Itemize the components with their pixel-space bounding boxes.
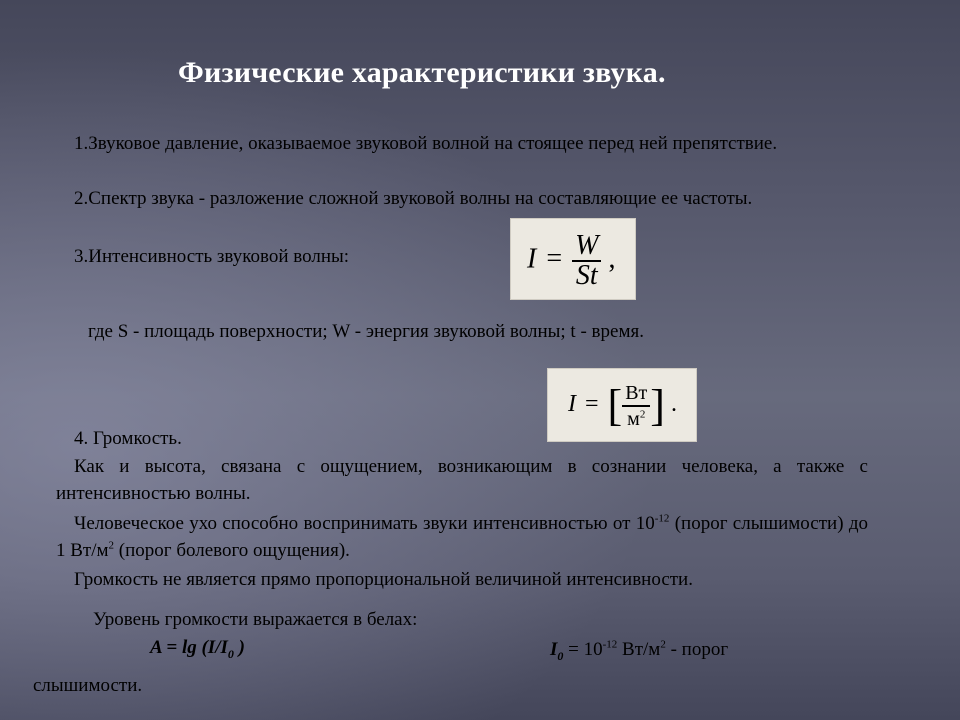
paragraph-threshold-tail: слышимости. <box>33 675 143 696</box>
unit-formula-image <box>547 368 697 442</box>
paragraph-not-proportional: Громкость не является прямо пропорциональной величиной интенсивности. <box>74 569 693 590</box>
unit-formula-equals: = <box>585 391 599 418</box>
unit-formula-lhs: I <box>568 391 576 418</box>
unit-formula-numerator: Вт <box>622 381 650 407</box>
paragraph-level-in-bels: Уровень громкости выражается в белах: <box>93 609 418 630</box>
formula-loudness-level: $A = \lg (I/I_0$ ) <box>150 637 245 661</box>
paragraph-hearing-range: Человеческое ухо способно воспринимать звуки интенсивностью от $10^{-12}$ (порог слышимости) до 1 $Вт/м^2$ (порог болевого ощущения). <box>56 512 868 561</box>
unit-formula-bracket-open: [ <box>607 381 623 430</box>
paragraph-loudness-heading: 4. Громкость. <box>74 428 182 449</box>
paragraph-where: где S - площадь поверхности; W - энергия звуковой волны; t - время. <box>88 321 644 342</box>
formula-denominator: St <box>575 260 598 291</box>
formula-equals: = <box>546 243 563 275</box>
unit-formula-period: . <box>670 391 677 418</box>
intensity-formula-image <box>510 218 636 300</box>
formula-lhs: I <box>527 243 537 275</box>
paragraph-sound-pressure: 1.Звуковое давление, оказываемое звуковой волной на стоящее перед ней препятствие. <box>74 133 778 154</box>
unit-formula-fraction <box>622 381 650 431</box>
paragraph-loudness-sensation: Как и высота, связана с ощущением, возникающим в сознании человека, а также с интенсивностью волны. <box>56 456 868 504</box>
unit-formula-bracket-close: ] <box>650 381 665 430</box>
formula-fraction <box>572 232 601 290</box>
slide-title: Физические характеристики звука. <box>178 56 666 89</box>
formula-numerator: W <box>572 232 601 262</box>
unit-formula-denominator: $м^2$ <box>627 407 646 430</box>
paragraph-sound-spectrum: 2.Спектр звука - разложение сложной звуковой волны на составляющие ее частоты. <box>74 188 753 209</box>
formula-comma: , <box>608 243 616 275</box>
paragraph-intensity: 3.Интенсивность звуковой волны: <box>74 246 350 267</box>
formula-threshold: $I_0 = 10^{-12}$ $Вт/м^2$ - порог <box>550 638 729 663</box>
